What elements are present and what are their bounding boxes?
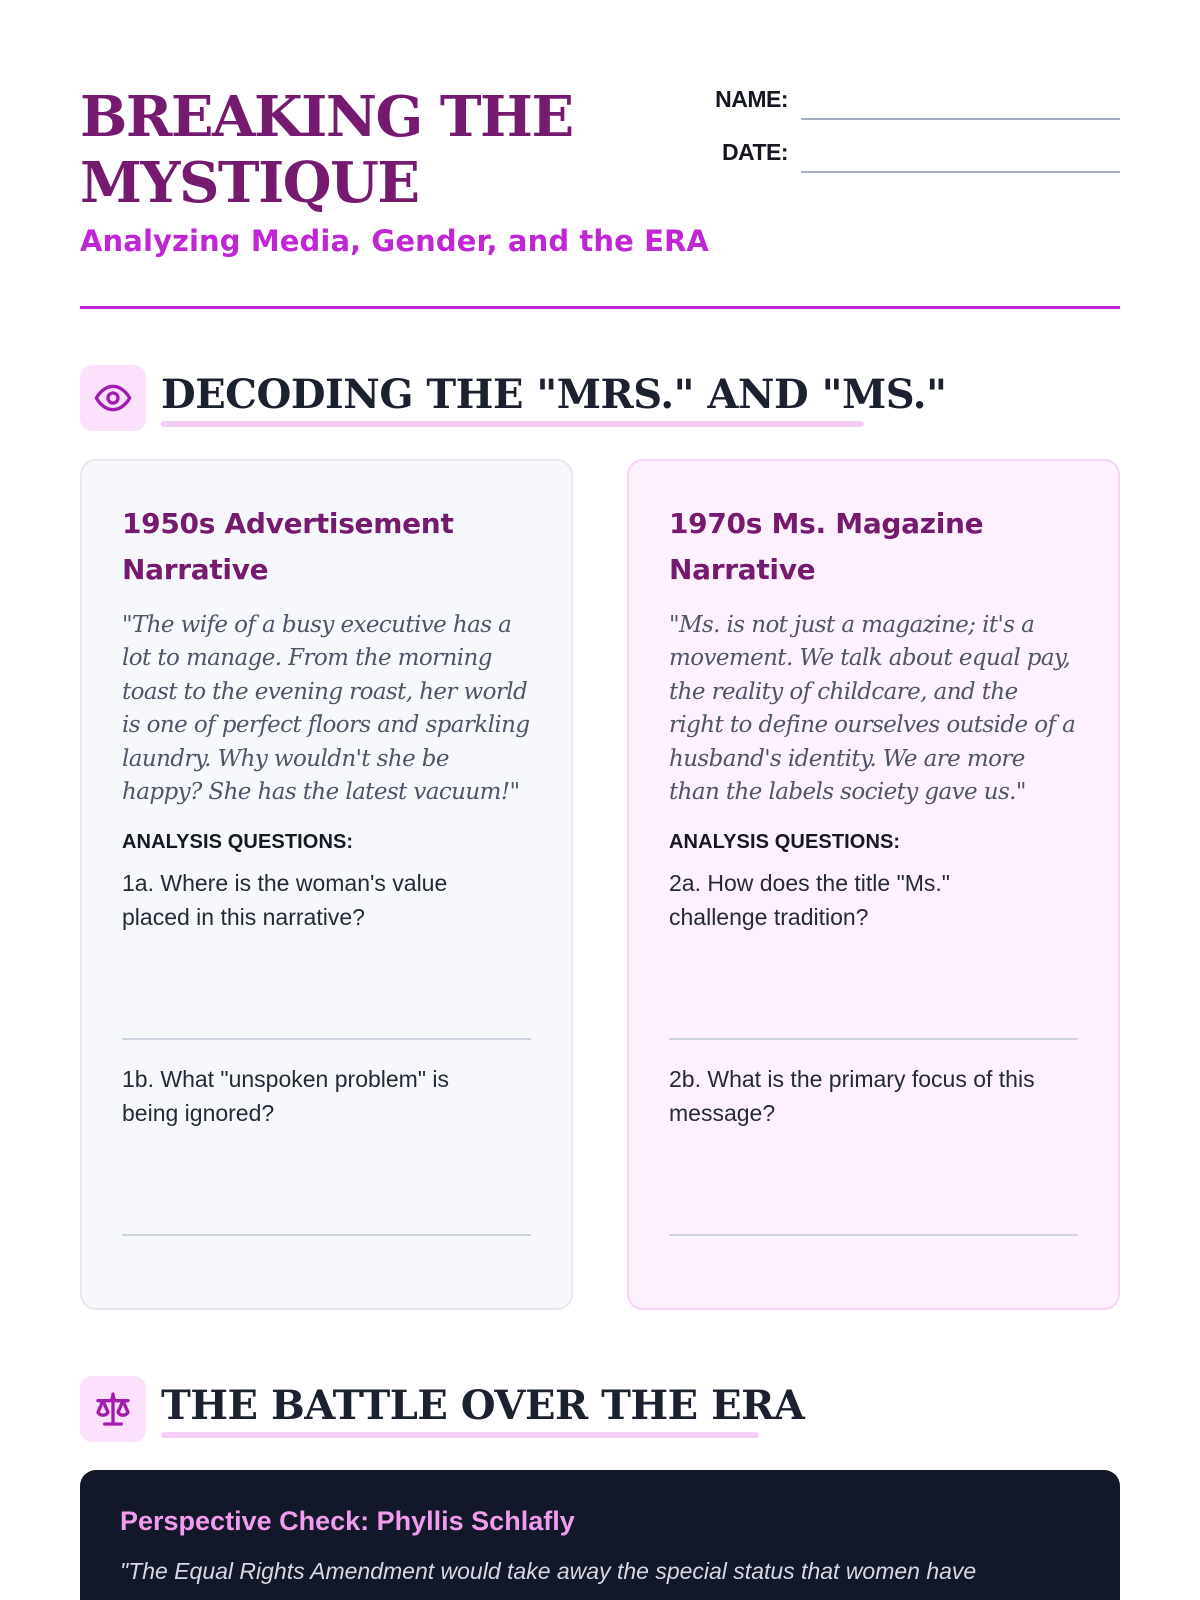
date-blank-line xyxy=(801,171,1120,173)
card-title: 1950s Advertisement Narrative xyxy=(122,507,454,586)
card-title: 1970s Ms. Magazine Narrative xyxy=(669,507,984,586)
section-title: DECODING THE "MRS." AND "MS." xyxy=(161,371,947,418)
analysis-questions-label: ANALYSIS QUESTIONS: xyxy=(122,831,354,854)
name-field xyxy=(700,86,1120,126)
scale-icon xyxy=(80,1376,146,1442)
perspective-title: Perspective Check: Phyllis Schlafly xyxy=(120,1506,575,1536)
section-underline xyxy=(161,421,864,427)
eye-icon xyxy=(80,365,146,431)
section-era-heading xyxy=(80,1376,880,1446)
section-underline xyxy=(161,1432,759,1438)
perspective-check-panel xyxy=(80,1470,1120,1600)
answer-line-1b[interactable] xyxy=(122,1234,531,1236)
worksheet-subtitle: Analyzing Media, Gender, and the ERA xyxy=(80,224,709,258)
name-label: NAME: xyxy=(715,86,788,112)
narrative-quote: "The wife of a busy executive has a lot to manage. From the morning toast to the evening roast, her world is one of perfect floors and sparkling laundry. Why wouldn't she be happy? She has the latest vacuum!" xyxy=(122,612,530,806)
question-2b: 2b. What is the primary focus of this message? xyxy=(669,1066,1035,1127)
question-1a: 1a. Where is the woman's value placed in this narrative? xyxy=(122,870,448,931)
title-line-1: BREAKING THE xyxy=(80,84,573,150)
header-divider xyxy=(80,306,1120,309)
card-1950s-advertisement xyxy=(80,459,573,1310)
answer-line-2a[interactable] xyxy=(669,1038,1078,1040)
worksheet-title xyxy=(80,84,680,216)
title-line-2: MYSTIQUE xyxy=(80,150,419,216)
analysis-questions-label: ANALYSIS QUESTIONS: xyxy=(669,831,901,854)
answer-line-2b[interactable] xyxy=(669,1234,1078,1236)
card-1970s-ms-magazine xyxy=(627,459,1120,1310)
answer-line-1a[interactable] xyxy=(122,1038,531,1040)
date-label: DATE: xyxy=(721,139,788,165)
date-field xyxy=(700,139,1120,179)
name-blank-line xyxy=(801,118,1120,120)
section-decoding-heading xyxy=(80,365,947,435)
perspective-quote: "The Equal Rights Amendment would take away the special status that women have xyxy=(120,1558,977,1584)
question-1b: 1b. What "unspoken problem" is being ignored? xyxy=(122,1066,449,1127)
narrative-quote: "Ms. is not just a magazine; it's a movement. We talk about equal pay, the reality of childcare, and the right to define ourselves outside of a husband's identity. We are more than the labels society gave us." xyxy=(669,612,1076,806)
question-2a: 2a. How does the title "Ms." challenge tradition? xyxy=(669,870,950,931)
section-title: THE BATTLE OVER THE ERA xyxy=(161,1382,805,1429)
